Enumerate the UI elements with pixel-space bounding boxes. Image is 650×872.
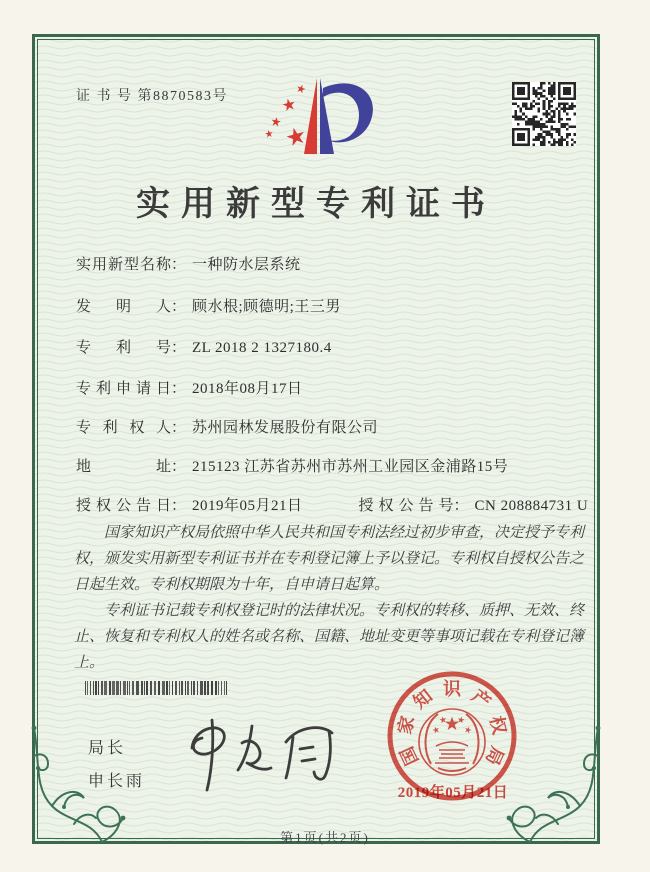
barcode bbox=[85, 681, 227, 695]
field-row-patent-number bbox=[76, 336, 332, 357]
field-value: 2019年05月21日 bbox=[192, 498, 303, 514]
field-label: 地址 bbox=[76, 459, 171, 475]
field-value: 苏州园林发展股份有限公司 bbox=[192, 420, 379, 436]
field-value: CN 208884731 U bbox=[474, 498, 589, 514]
certificate-number: 证 书 号 第8870583号 bbox=[76, 89, 228, 104]
page-number: 第1页(共2页) bbox=[280, 830, 370, 845]
legal-paragraph-2: 专利证书记载专利权登记时的法律状况。专利权的转移、质押、无效、终止、恢复和专利权人的姓名或名称、国籍、地址变更等事项记载在专利登记簿上。 bbox=[74, 603, 585, 671]
legal-text bbox=[74, 520, 586, 676]
colon: ： bbox=[171, 381, 187, 397]
field-row-name bbox=[76, 253, 301, 274]
field-value: 一种防水层系统 bbox=[192, 257, 301, 273]
svg-text:局: 局 bbox=[481, 743, 508, 769]
field-label: 授权公告号 bbox=[358, 498, 454, 514]
certificate-title: 实用新型专利证书 bbox=[136, 186, 496, 223]
cnipa-logo bbox=[256, 74, 388, 172]
colon: ： bbox=[171, 299, 187, 315]
field-value: 顾水根;顾德明;王三男 bbox=[192, 299, 341, 315]
field-label: 专利权人 bbox=[76, 420, 171, 436]
director-name: 申长雨 bbox=[88, 773, 146, 790]
field-row-address bbox=[76, 455, 508, 476]
field-value: 2018年08月17日 bbox=[192, 381, 303, 397]
svg-text:知: 知 bbox=[409, 685, 437, 713]
field-label: 授权公告日 bbox=[76, 498, 171, 514]
field-label: 发明人 bbox=[76, 299, 171, 315]
svg-text:权: 权 bbox=[485, 714, 510, 737]
colon: ： bbox=[453, 498, 469, 514]
field-value: ZL 2018 2 1327180.4 bbox=[192, 340, 332, 356]
qr-code bbox=[512, 82, 576, 146]
legal-paragraph-1: 国家知识产权局依照中华人民共和国专利法经过初步审查，决定授予专利权，颁发实用新型专利证书并在专利登记簿上予以登记。专利权自授权公告之日起生效。专利权期限为十年，自申请日起算。 bbox=[74, 525, 585, 593]
field-label: 专利申请日 bbox=[76, 381, 171, 397]
field-label: 专利号 bbox=[76, 340, 171, 356]
field-row-patentee bbox=[76, 416, 378, 437]
director-block bbox=[88, 735, 145, 801]
svg-text:家: 家 bbox=[394, 714, 419, 737]
field-row-filing-date bbox=[76, 377, 303, 398]
colon: ： bbox=[171, 498, 187, 514]
director-signature bbox=[178, 710, 353, 798]
colon: ： bbox=[171, 420, 187, 436]
svg-text:识: 识 bbox=[443, 679, 461, 699]
field-row-grant bbox=[76, 494, 588, 515]
field-value: 215123 江苏省苏州市苏州工业园区金浦路15号 bbox=[192, 459, 509, 475]
director-title: 局长 bbox=[88, 740, 127, 757]
seal-date: 2019年05月21日 bbox=[397, 785, 509, 801]
colon: ： bbox=[171, 459, 187, 475]
colon: ： bbox=[171, 257, 187, 273]
field-row-inventors bbox=[76, 295, 341, 316]
svg-text:产: 产 bbox=[467, 685, 495, 713]
svg-text:国: 国 bbox=[396, 743, 423, 769]
colon: ： bbox=[171, 340, 187, 356]
field-label: 实用新型名称 bbox=[76, 257, 171, 273]
